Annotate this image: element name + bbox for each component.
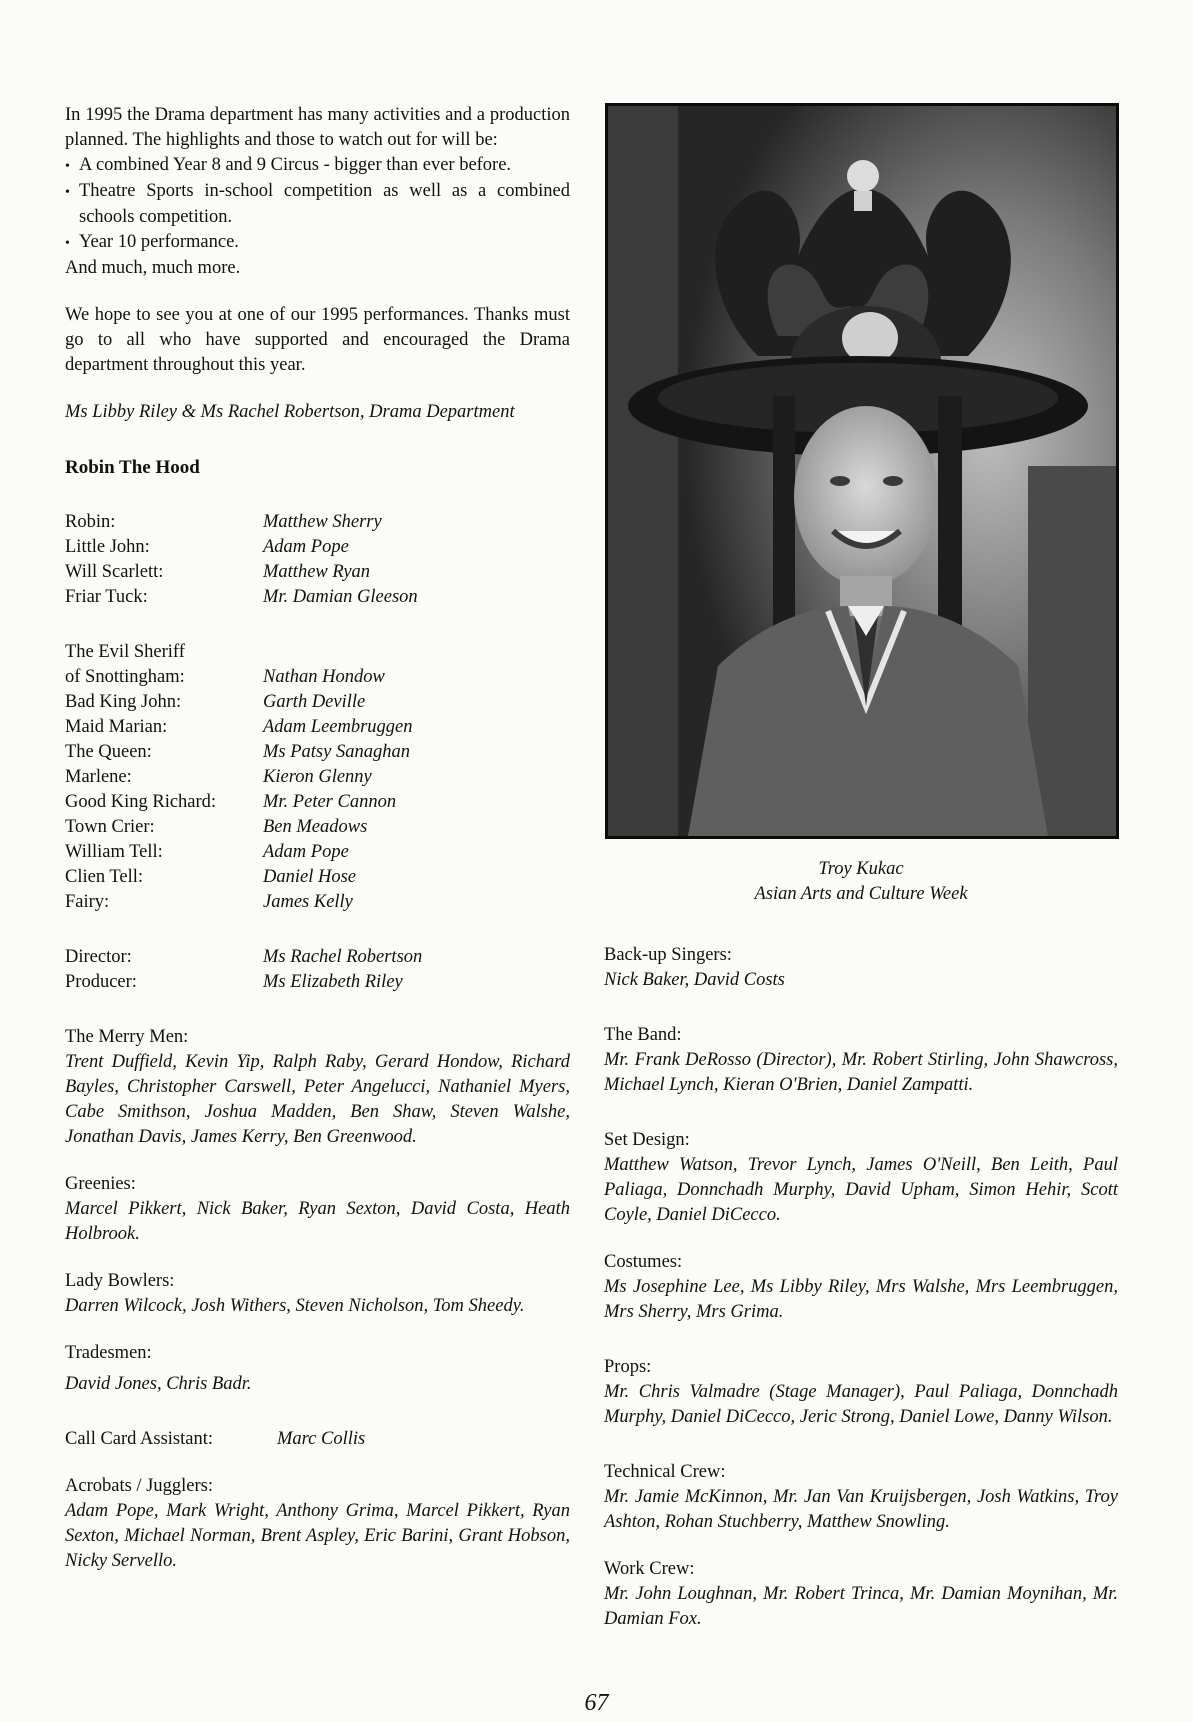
cast-row	[65, 560, 570, 585]
cast-actor: Matthew Sherry	[263, 512, 382, 532]
cast-row	[65, 510, 570, 535]
group-label: Acrobats / Jugglers:	[65, 1476, 213, 1496]
cast-role-sheriff-line1: The Evil Sheriff	[65, 642, 185, 662]
group-names: Darren Wilcock, Josh Withers, Steven Nicholson, Tom Sheedy.	[65, 1296, 525, 1316]
cast-role: of Snottingham:	[65, 667, 185, 687]
cast-role: Will Scarlett:	[65, 562, 164, 582]
group-label: Set Design:	[604, 1130, 690, 1150]
caption-name: Troy Kukac	[818, 859, 904, 879]
cast-row	[65, 715, 570, 740]
intro-more: And much, much more.	[65, 258, 241, 278]
page-number: 67	[584, 1690, 609, 1716]
intro-bullet-2: • Theatre Sports in-school competition as well as a combined schools competition.	[65, 179, 570, 230]
left-column	[65, 103, 570, 1574]
group-label: Greenies:	[65, 1174, 136, 1194]
cast-actor: Ben Meadows	[263, 817, 368, 837]
cast-role: Producer:	[65, 972, 137, 992]
cast-actor: Adam Pope	[263, 537, 349, 557]
group-names: Mr. Frank DeRosso (Director), Mr. Robert Stirling, John Shawcross, Michael Lynch, Kieran O'Brien, Daniel Zampatti.	[604, 1050, 1118, 1095]
cast-actor: Ms Rachel Robertson	[263, 947, 423, 967]
group-names: Mr. John Loughnan, Mr. Robert Trinca, Mr. Damian Moynihan, Mr. Damian Fox.	[604, 1584, 1118, 1629]
group-label: Work Crew:	[604, 1559, 695, 1579]
intro-closing: We hope to see you at one of our 1995 performances. Thanks must go to all who have supported and encouraged the Drama department throughout this year.	[65, 305, 570, 375]
cast-role: Bad King John:	[65, 692, 182, 712]
cast-list-1	[65, 510, 570, 610]
cast-row	[65, 840, 570, 865]
cast-row	[65, 740, 570, 765]
caption-event: Asian Arts and Culture Week	[754, 884, 968, 904]
cast-row	[65, 585, 570, 610]
cast-row	[65, 665, 570, 690]
cast-actor: Nathan Hondow	[263, 667, 385, 687]
cast-role: Call Card Assistant:	[65, 1429, 213, 1449]
group-names: Marcel Pikkert, Nick Baker, Ryan Sexton, David Costa, Heath Holbrook.	[65, 1199, 570, 1244]
group-label: Props:	[604, 1357, 652, 1377]
crew-top	[65, 945, 570, 995]
group-names: Ms Josephine Lee, Ms Libby Riley, Mrs Walshe, Mrs Leembruggen, Mrs Sherry, Mrs Grima.	[604, 1277, 1118, 1322]
cast-actor: Adam Pope	[263, 842, 349, 862]
cast-actor: Ms Patsy Sanaghan	[263, 742, 410, 762]
cast-row	[65, 970, 570, 995]
cast-actor: Marc Collis	[277, 1429, 366, 1449]
cast-role: Little John:	[65, 537, 150, 557]
cast-row	[65, 890, 570, 915]
cast-actor: Kieron Glenny	[263, 767, 372, 787]
group-names: Adam Pope, Mark Wright, Anthony Grima, Marcel Pikkert, Ryan Sexton, Michael Norman, Brent Aspley, Eric Barini, Grant Hobson, Nicky Servello.	[65, 1501, 570, 1571]
group-names: Mr. Jamie McKinnon, Mr. Jan Van Kruijsbergen, Josh Watkins, Troy Ashton, Rohan Stuchberry, Matthew Snowling.	[604, 1487, 1118, 1532]
cast-actor: Garth Deville	[263, 692, 366, 712]
cast-actor: Mr. Damian Gleeson	[263, 587, 418, 607]
group-label: The Band:	[604, 1025, 682, 1045]
cast-role: Town Crier:	[65, 817, 155, 837]
cast-role: Director:	[65, 947, 132, 967]
cast-role: Marlene:	[65, 767, 132, 787]
cast-row	[65, 815, 570, 840]
group-label: Costumes:	[604, 1252, 683, 1272]
right-column	[604, 103, 1118, 1632]
cast-role: Clien Tell:	[65, 867, 144, 887]
group-names: David Jones, Chris Badr.	[65, 1374, 252, 1394]
cast-actor: Matthew Ryan	[263, 562, 371, 582]
group-label: Technical Crew:	[604, 1462, 726, 1482]
cast-row	[65, 690, 570, 715]
cast-actor: James Kelly	[263, 892, 353, 912]
intro-bullet-3: • Year 10 performance.	[65, 230, 570, 256]
cast-actor: Adam Leembruggen	[263, 717, 413, 737]
group-names: Mr. Chris Valmadre (Stage Manager), Paul Paliaga, Donnchadh Murphy, Daniel DiCecco, Jeric Strong, Daniel Lowe, Danny Wilson.	[604, 1382, 1118, 1427]
cast-row	[65, 945, 570, 970]
group-names: Matthew Watson, Trevor Lynch, James O'Neill, Ben Leith, Paul Paliaga, Donnchadh Murphy, David Upham, Simon Hehir, Scott Coyle, Daniel DiCecco.	[604, 1155, 1118, 1225]
group-label: Lady Bowlers:	[65, 1271, 175, 1291]
intro-signature: Ms Libby Riley & Ms Rachel Robertson, Drama Department	[65, 402, 515, 422]
intro-bullet-1: • A combined Year 8 and 9 Circus - bigger than ever before.	[65, 153, 570, 179]
cast-actor: Mr. Peter Cannon	[263, 792, 397, 812]
cast-role: William Tell:	[65, 842, 163, 862]
group-names: Nick Baker, David Costs	[604, 970, 785, 990]
cast-list-2	[65, 640, 570, 915]
cast-role: The Queen:	[65, 742, 152, 762]
play-title: Robin The Hood	[65, 457, 200, 478]
cast-role: Robin:	[65, 512, 116, 532]
photo	[605, 103, 1119, 839]
call-card-row	[65, 1427, 570, 1452]
intro-lead: In 1995 the Drama department has many activities and a production planned. The highlights and those to watch out for will be:	[65, 105, 570, 150]
group-label: Back-up Singers:	[604, 945, 732, 965]
cast-role: Friar Tuck:	[65, 587, 148, 607]
cast-row	[65, 765, 570, 790]
cast-row	[65, 865, 570, 890]
cast-role: Good King Richard:	[65, 792, 217, 812]
cast-actor: Ms Elizabeth Riley	[263, 972, 403, 992]
group-label: The Merry Men:	[65, 1027, 189, 1047]
photo-image	[608, 106, 1116, 836]
cast-row	[65, 790, 570, 815]
cast-role: Maid Marian:	[65, 717, 168, 737]
cast-role: Fairy:	[65, 892, 110, 912]
group-label: Tradesmen:	[65, 1343, 152, 1363]
cast-actor: Daniel Hose	[263, 867, 356, 887]
group-names: Trent Duffield, Kevin Yip, Ralph Raby, Gerard Hondow, Richard Bayles, Christopher Carswell, Peter Angelucci, Nathaniel Myers, Cabe Smithson, Joshua Madden, Ben Shaw, Steven Walshe, Jonathan Davis, James Kerry, Ben Greenwood.	[65, 1052, 570, 1147]
photo-caption	[604, 857, 1118, 907]
cast-row	[65, 535, 570, 560]
